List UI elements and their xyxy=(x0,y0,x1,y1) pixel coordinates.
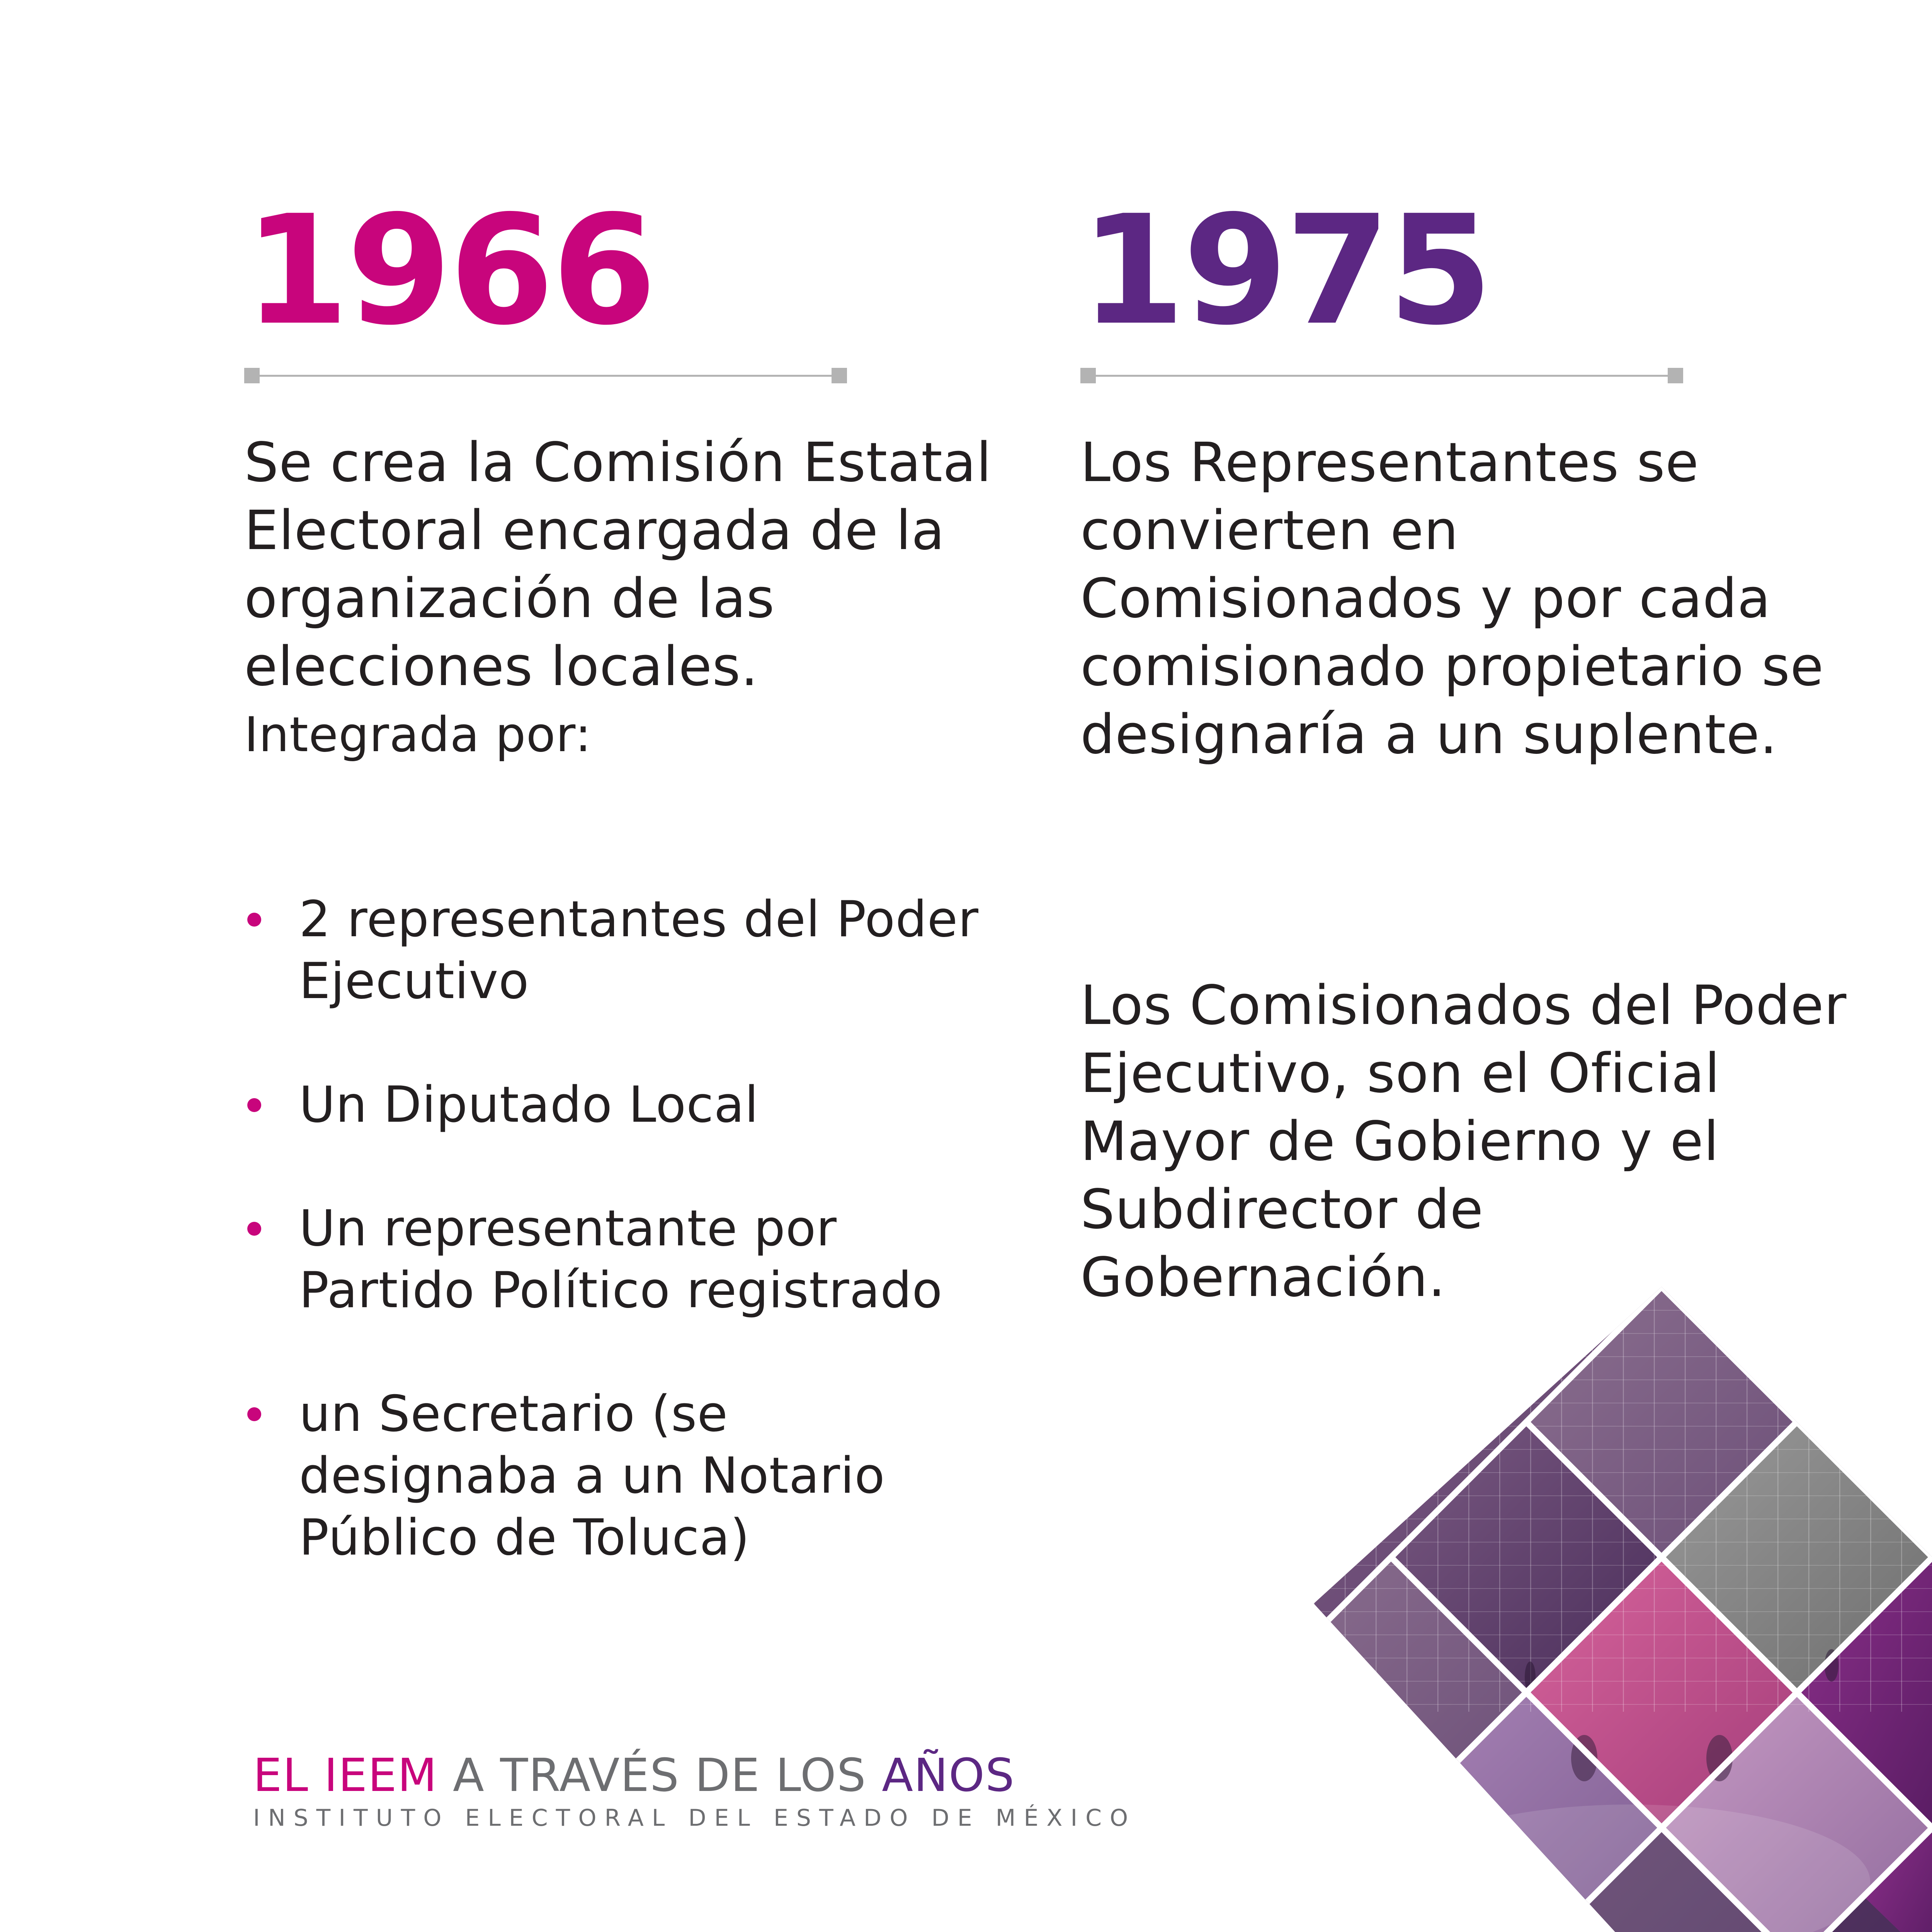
divider-1966 xyxy=(244,368,847,383)
bullet-dot-icon xyxy=(247,1407,261,1421)
divider-end-left xyxy=(244,368,260,383)
paragraph-1975-1: Los Representantes se convierten en Comisionados y por cada comisionado propietario se designaría a un suplente. xyxy=(1080,431,1824,766)
integrada-label: Integrada por: xyxy=(244,707,592,763)
list-item-text: Un representante por Partido Político registrado xyxy=(299,1200,943,1319)
list-item xyxy=(244,1383,998,1569)
bullet-dot-icon xyxy=(247,1222,261,1236)
divider-1975 xyxy=(1080,368,1683,383)
list-item xyxy=(244,1074,998,1136)
bullet-dot-icon xyxy=(247,913,261,927)
list-item-text: 2 representantes del Poder Ejecutivo xyxy=(299,891,979,1010)
paragraph-1975-2: Los Comisionados del Poder Ejecutivo, son el Oficial Mayor de Gobierno y el Subdirector de Gobernación. xyxy=(1080,974,1847,1309)
list-item-text: Un Diputado Local xyxy=(299,1076,759,1134)
footer-title xyxy=(253,1748,1136,1802)
intro-1966 xyxy=(244,429,998,766)
divider-end-left xyxy=(1080,368,1096,383)
divider-line xyxy=(252,375,839,377)
members-list xyxy=(244,889,998,1631)
bullet-dot-icon xyxy=(247,1098,261,1112)
divider-line xyxy=(1088,375,1675,377)
footer-title-anos: AÑOS xyxy=(882,1748,1015,1802)
year-1966-heading: 1966 xyxy=(244,183,655,358)
footer-title-middle: A TRAVÉS DE LOS xyxy=(437,1748,882,1802)
divider-end-right xyxy=(832,368,847,383)
intro-1966-text: Se crea la Comisión Estatal Electoral encargada de la organización de las elecciones locales. xyxy=(244,431,992,698)
year-1975-heading: 1975 xyxy=(1080,183,1491,358)
footer xyxy=(253,1748,1136,1832)
footer-title-ieem: EL IEEM xyxy=(253,1748,438,1802)
divider-end-right xyxy=(1668,368,1683,383)
list-item xyxy=(244,889,998,1012)
list-item xyxy=(244,1198,998,1321)
list-item-text: un Secretario (se designaba a un Notario Público de Toluca) xyxy=(299,1385,885,1566)
footer-subtitle: INSTITUTO ELECTORAL DEL ESTADO DE MÉXICO xyxy=(253,1804,1136,1832)
building-photo-mosaic xyxy=(1314,1287,1932,1932)
